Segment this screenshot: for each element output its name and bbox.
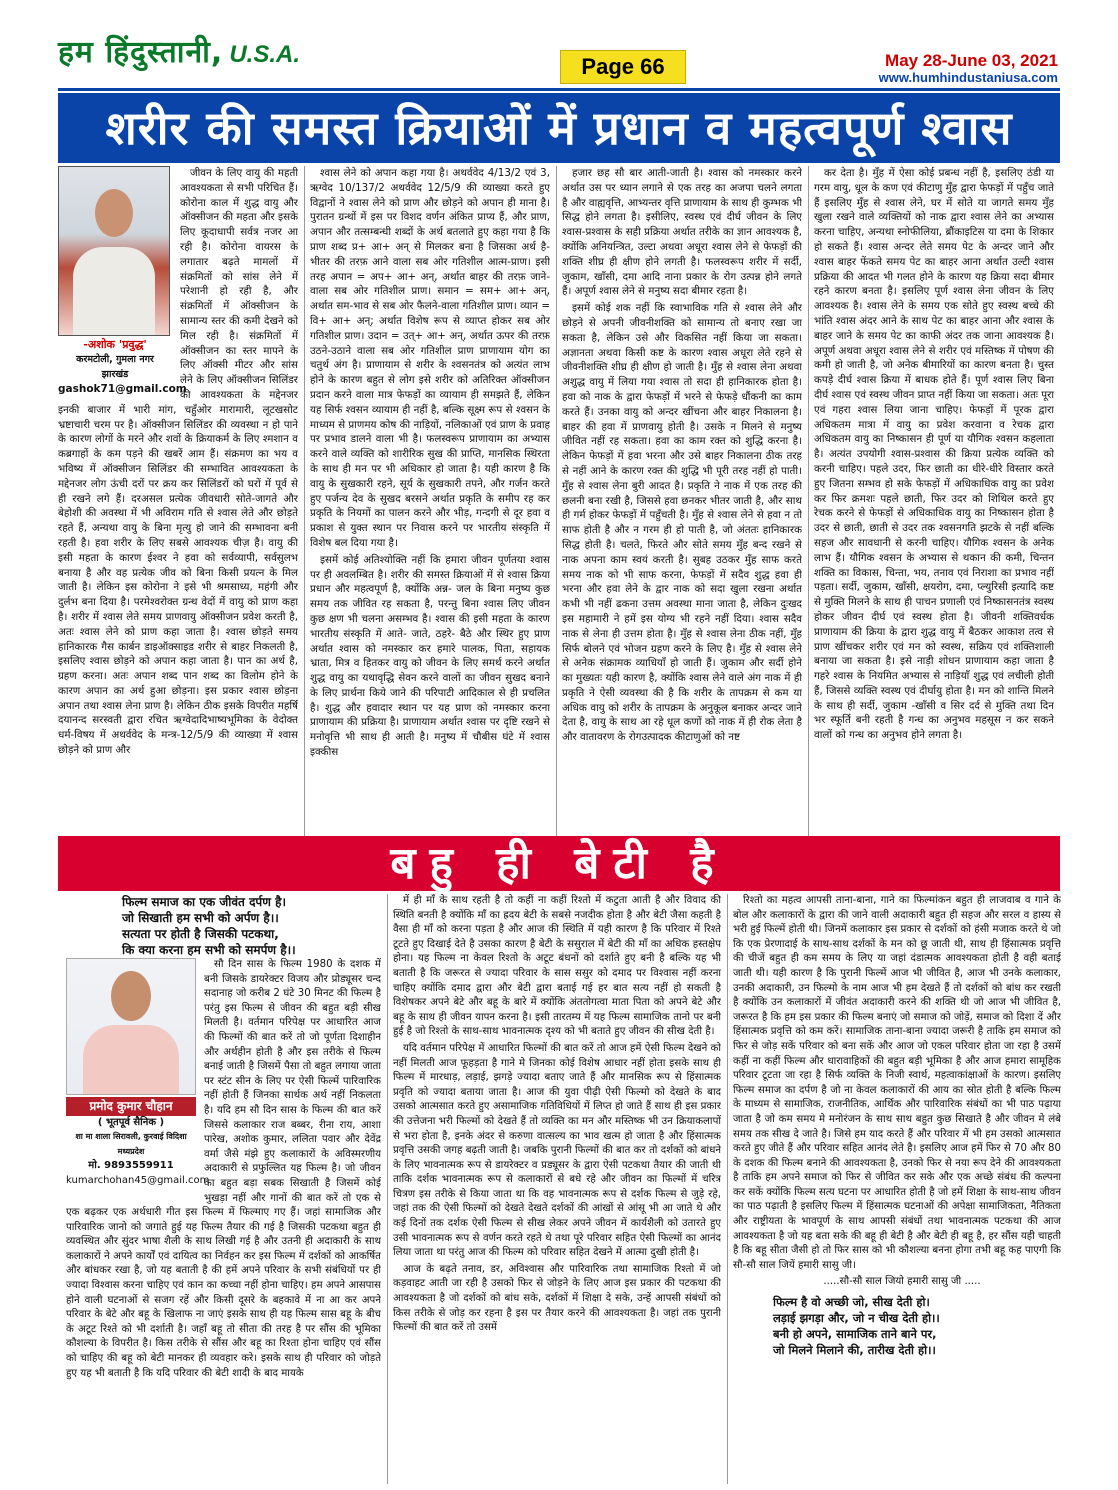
author-photo-body	[73, 247, 155, 335]
author-photo-face	[111, 971, 151, 1021]
article-2-column-1	[66, 894, 381, 1484]
header-rule	[58, 88, 1060, 91]
author-photo	[58, 166, 170, 336]
paragraph: इसमें कोई शक नहीं कि स्वाभाविक गति से श्वास लेने और छोड़ने से अपनी जीवनीशक्ति को सामान्य तो बनाए रखा जा सकता है, लेकिन उसे और विकसित नहीं किया जा सकता। अज्ञानता अथवा किसी कष्ट के कारण श्वास अधूरा लेते रहने से जीवनीशक्ति शीघ्र ही क्षीण हो जाती है। मुँह से श्वास लेना अथवा अशुद्ध वायु में लिया गया श्वास तो सदा ही हानिकारक होता है। हवा को नाक के द्वारा फेफड़ों में भरने से फेफड़े धौंकनी का काम करते हैं। उनका वायु को अन्दर खींचना और बाहर निकालना है। बाहर की हवा में प्राणवायु होती है। उसके न मिलने से मनुष्य जीवित नहीं रह सकता। हवा का काम रक्त को शुद्धि करना है। लेकिन फेफड़ों में हवा भरना और उसे बाहर निकालना ठीक तरह से नहीं आने के कारण रक्त की शुद्धि भी पूरी तरह नहीं हो पाती। मुँह से श्वास लेना बुरी आदत है। प्रकृति ने नाक में एक तरह की छलनी बना रखी है, जिससे हवा छनकर भीतर जाती है, और साथ ही गर्म होकर फेफड़ों में पहुँचती है। मुँह से श्वास लेने से हवा न तो साफ होती है और न गरम ही हो पाती है, जो अंततः हानिकारक सिद्ध होती है। चलते, फिरते और सोते समय मुँह बन्द रखने से नाक अपना काम स्वयं करती है। सुबह उठकर मुँह साफ करते समय नाक को भी साफ करना, फेफड़ों में सदैव शुद्ध हवा ही भरना और हवा लेने के द्वार नाक को सदा खुला रखना अर्थात कभी भी नहीं ढकना उत्तम अवस्था माना जाता है, लेकिन दुःखद इस महामारी ने हमें इस योग्य भी रहने नहीं दिया। श्वास सदैव नाक से लेना ही उत्तम होता है। मुँह से श्वास लेना ठीक नहीं, मुँह सिर्फ बोलने एवं भोजन ग्रहण करने के लिए है। मुँह से श्वास लेने से अनेक संक्रामक व्याधियाँ हो जाती हैं। जुकाम और सर्दी होने का मुख्यतः यही कारण है, क्योंकि श्वास लेने वाले अंग नाक में ही प्रकृति ने ऐसी व्यवस्था की है कि शरीर के तापक्रम से कम या अधिक वायु को शरीर के तापक्रम के अनुकूल बनाकर अन्दर जाने देता है, वायु के साथ आ रहे धूल कणों को नाक में ही रोक लेता है और वातावरण के रोगउत्पादक कीटाणुओं को नष्ट	[562, 302, 802, 744]
paragraph: आज के बढ़ते तनाव, डर, अविश्वास और पारिवारिक तथा सामाजिक रिश्तो में जो कड़वाहट आती जा रही है उसको फिर से जोड़ने के लिए आज इस प्रकार की पटकथा की आवश्यकता है जो दर्शकों को बांध सके, दर्शकों में शिक्षा दे सके, उन्हें आपसी संबंधों को किस तरीके से जोड़ कर रहना है इस पर तैयार करने की आवश्यकता है। जहां तक पुरानी फिल्मों की बात करें तो उसमें	[393, 1263, 721, 1334]
column-divider	[387, 894, 388, 1484]
page-number: Page 66	[560, 50, 686, 84]
brand-logo[interactable]	[58, 30, 300, 68]
article-column-4	[814, 166, 1054, 856]
poem-line: कि क्या करना हम सभी को समर्पण है।।	[122, 943, 296, 957]
paragraph: रिश्तो का महत्व आपसी ताना-बाना, गाने का फिल्मांकन बहुत ही लाजवाब व गाने के बोल और कलाकारों के द्वारा की जाने वाली अदाकारी बहुत ही सहज और सरल व हास्य से भरी हुई फिल्में होती थी। जिनमें कलाकार इस प्रकार से दर्शकों को हंसी मजाक करते थे जो कि एक प्रेरणादाई के साथ-साथ दर्शकों के मन को छू जाती थी, साथ ही हिंसात्मक प्रवृत्ति की चीजें बहुत ही कम समय के लिए या जहां दंडात्मक आवश्यकता होती है वही बताई जाती थी। यही कारण है कि पुरानी फिल्में आज भी जीवित है, आज भी उनके कलाकार, उनकी अदाकारी, उन फिल्मो के नाम आज भी हम देखते हैं तो दर्शकों को बांध कर रखती है क्योंकि उन कलाकारों में जीवंत अदाकारी करने की शक्ति थी जो आज भी जीवित है, जरूरत है कि हम इस प्रकार की फिल्म बनाएं जो समाज को जोड़ें, समाज को दिशा दें और हिंसात्मक प्रवृत्ति को कम करें। सामाजिक ताना-बाना ज्यादा जरूरी है ताकि हम समाज को फिर से जोड़ सकें परिवार को बना सकें और आज जो एकल परिवार होता जा रहा है उसमें कहीं ना कहीं फिल्म और धारावाहिकों की बहुत बड़ी भूमिका है और आज हमारा सामूहिक परिवार टूटता जा रहा है सिर्फ व्यक्ति के निजी स्वार्थ, महत्वाकांक्षाओं के कारण। इसलिए फिल्म समाज का दर्पण है जो ना केवल कलाकारों की आय का स्रोत होती है बल्कि फिल्म के माध्यम से सामाजिक, राजनीतिक, आर्थिक और पारिवारिक संबंधों का भी पाठ पढ़ाया जाता है जो कम समय मे मनोरंजन के साथ साथ बहुत कुछ सिखाते है और जीवन मे लंबे समय तक सीख दे जाते है। जिसे हम याद करते हैं और परिवार में भी हम उसको आत्मसात करते हुए जीते हैं और परिवार सहित आनंद लेते है। इसलिए आज हमें फिर से 70 और 80 के दशक की फिल्म बनाने की आवश्यकता है, उनको फिर से नया रूप देने की आवश्यकता है ताकि हम अपने समाज को फिर से जीवित कर सके और एक अच्छे संबंध की कल्पना कर सकें क्योंकि फिल्म सत्य घटना पर आधारित होती है जो हमें शिक्षा के साथ-साथ जीवन का पाठ पढ़ाती है इसलिए फिल्म में हिंसात्मक घटनाओं की अपेक्षा सामाजिकता, नैतिकता और राष्ट्रीयता के भावपूर्ण के साथ आपसी संबंधों तथा भावनात्मक पटकथा की आज आवश्यकता है जो यह बता सके की बहू ही बेटी है और बेटी ही बहू है, हर सौंस यही चाहती है कि बहू सीता जैसी हो तो फिर सास को भी कौशल्या बनना होगा तभी बहू कह पाएगी कि सौ-सौ साल जियें हमारी सासु जी।	[733, 895, 1061, 1271]
issue-date: May 28-June 03, 2021	[885, 51, 1058, 70]
author-name-2: प्रमोद कुमार चौहान	[66, 1097, 196, 1116]
author-state: झारखंड	[101, 368, 129, 380]
paragraph: जीवन के लिए वायु की महती आवश्यकता से सभी परिचित हैं। कोरोना काल में शुद्ध वायु और ऑक्सीजन की महता और इसके लिए कूदाधापी सर्वत्र नजर आ रही है। कोरोना वायरस के लगातार बढ़ते मामलों में संक्रमितों को सांस लेने में परेशानी हो रही है, और संक्रमितों में ऑक्सीजन के सामान्य स्तर की कमी देखने को मिल रही है। संक्रमितों में ऑक्सीजन का स्तर मापने के लिए ऑक्सी मीटर और सांस लेने के लिए ऑक्सीजन सिलिंडर की आवश्यकता के मद्देनजर इनकी बाजार में भारी मांग, चहुँओर मारामारी, लूटखसोट भ्रष्टाचारी चरम पर है। ऑक्सीजन सिलिंडर की व्यवस्था न हो पाने के कारण लोगों के मरने और शवों के क्रियाकर्म के लिए श्मशान व कब्रगाहों के कम पड़ने की खबरें आम हैं। संक्रमण का भय व भविष्य में ऑक्सीजन सिलिंडर की सम्भावित आवश्यकता के मद्देनजर लोग ऊंची दरों पर क्रय कर सिलिंडरों को घरों में पूर्व से ही रखने लगे हैं। दरअसल प्रत्येक जीवधारी सोते-जागते और बेहोशी की अवस्था में भी अविराम गति से श्वास लेते और छोड़ते रहते हैं, अन्यथा वायु के बिना मृत्यु हो जाने की सम्भावना बनी रहती है। हवा शरीर के लिए सबसे आवश्यक चीज़ है। वायु की इसी महता के कारण ईश्वर ने हवा को सर्वव्यापी, सर्वसुलभ बनाया है और वह प्रत्येक जीव को बिना किसी प्रयत्न के मिल जाती है। लेकिन इस कोरोना ने इसे भी श्रमसाध्य, महंगी और दुर्लभ बना दिया है। परमेश्वरोक्त ग्रन्थ वेदों में वायु को प्राण कहा है। शरीर में श्वास लेते समय प्राणवायु ऑक्सीजन प्रवेश करती है, अतः श्वास लेने को प्राण कहा जाता है। श्वास छोड़ते समय हानिकारक गैस कार्बन डाइऑक्साइड शरीर से बाहर निकलती है, इसलिए श्वास छोड़ने को अपान कहा जाता है। पान का अर्थ है, ग्रहण करना। अतः अपान शब्द पान शब्द का विलोम होने के कारण अपान का अर्थ हुआ छोड़ना। इस प्रकार श्वास छोड़ना अपान तथा श्वास लेना प्राण है। लेकिन ठीक इसके विपरीत महर्षि दयानन्द सरस्वती द्वारा रचित ऋग्वेदादिभाष्यभूमिका के वेदोक्त धर्म-विषय में अथर्ववेद के मन्त्र-12/5/9 की व्याख्या में श्वास छोड़ने को प्राण और	[58, 167, 298, 757]
poem-line: फिल्म समाज का एक जीवंत दर्पण है।	[122, 895, 287, 909]
column-divider	[727, 894, 728, 1484]
article-column-1	[58, 166, 298, 856]
author-mobile: मो. 9893559911	[88, 1160, 174, 1172]
article-2-column-3	[733, 894, 1061, 1484]
article-column-3	[562, 166, 802, 856]
section-headline-banner: बहु ही बेटी है	[58, 836, 1060, 891]
poem-line: फिल्म है वो अच्छी जो, सीख देती हो।	[773, 1295, 930, 1310]
paragraph: यदि वर्तमान परिपेक्ष में आधारित फिल्मों की बात करें तो आज हमें ऐसी फिल्म देखने को नहीं मिलती आज फूहड़ता है गाने मे जिनका कोई विशेष आधार नहीं होता इसके साथ ही फिल्म में मारधाड़, लड़ाई, झगड़े ज्यादा बताए जाते हैं और मानसिक रूप से हिंसात्मक प्रवृति को ज्यादा बताया जाता है। आज की युवा पीढ़ी ऐसी फिल्मो को देखते के बाद उसको आत्मसात करते हुए असामाजिक गतिविधियों में लिप्त हो जाते हैं साथ ही इस प्रकार की उत्तेजना भरी फिल्मों को देखते हैं तो व्यक्ति का मन और मस्तिष्क भी उन क्रियाकलापों से भरा होता है, इनके अंदर से करुणा वात्सल्य का भाव खत्म हो जाता है और हिंसात्मक प्रवृत्ति उसकी जगह बढ़ती जाती है। जबकि पुरानी फिल्मों की बात कर तो दर्शकों को बांधने के लिए भावनात्मक रूप से डायरेक्टर व प्रड्यूसर के द्वारा ऐसी पटकथा तैयार की जाती थी ताकि दर्शक भावनात्मक रूप से कलाकारों से बधे रहे और जीवन का फिल्मों में चरित्र चित्रण इस तरीके से किया जाता था कि वह भावनात्मक रूप से दर्शक फिल्म से जुड़े रहे, जहां तक की ऐसी फिल्मों को देखते देखते दर्शकों की आंखों से आंसू भी आ जाते थे और कई दिनों तक दर्शक ऐसी फिल्म से सीख लेकर अपने जीवन में कार्यशैली को उतारते हुए उसी भावनात्मक रूप से वर्णन करते रहते थे तथा पूरे परिवार सहित ऐसी फिल्मों का आनंद लिया जाता था परंतु आज की फिल्म को परिवार सहित देखने में आत्मा दुखी होती है।	[393, 1042, 721, 1259]
column-divider	[556, 166, 557, 856]
author-photo-body	[83, 1025, 179, 1094]
author-name: -अशोक 'प्रवुद्ध'	[83, 338, 147, 351]
poem-line: सत्यता पर होती है जिसकी पटकथा,	[122, 927, 279, 941]
brand-suffix: U.S.A.	[229, 41, 300, 68]
article-body	[58, 166, 1062, 856]
column-divider	[808, 166, 809, 856]
article-2-body	[58, 894, 1062, 1484]
article-headline: शरीर की समस्त क्रियाओं में प्रधान व महत्वपूर्ण श्वास	[58, 93, 1060, 163]
paragraph: कर देता है। मुँह में ऐसा कोई प्रबन्ध नहीं है, इसलिए ठंडी या गरम वायु, धूल के कण एवं कीटाणु मुँह द्वारा फेफड़ों में पहुँच जाते हैं इसलिए मुँह से श्वास लेने, घर में सोते या जागते समय मुँह खुला रखने वाले व्यक्तियों को नाक द्वारा श्वास लेने का अभ्यास करना चाहिए, अन्यथा स्नोफीलिया, ब्रौंकाइटिस या दमा के शिकार हो सकते हैं। श्वास अन्दर लेते समय पेट के अन्दर जाने और श्वास बाहर फेंकते समय पेट का बाहर आना अर्थात उल्टी श्वास प्रक्रिया की आदत भी गलत होने के कारण यह क्रिया सदा बीमार रहने कारण बनता है। इसलिए पूर्ण श्वास लेना जीवन के लिए आवश्यक है। श्वास लेने के समय एक सोते हुए स्वस्थ बच्चे की भांति श्वास अंदर आने के साथ पेट का बाहर आना और श्वास के बाहर जाने के समय पेट का काफी अंदर तक जाना आवश्यक है। अपूर्ण अथवा अधूरा श्वास लेने से शरीर एवं मस्तिष्क में पोषण की कमी हो जाती है, जो अनेक बीमारियों का कारण बनता है। चुस्त कपड़े दीर्घ श्वास क्रिया में बाधक होते हैं। पूर्ण श्वास लिए बिना दीर्घ श्वास एवं स्वस्थ जीवन प्राप्त नहीं किया जा सकता। अतः पूरा एवं गहरा श्वास लिया जाना चाहिए। फेफड़ों में पूरक द्वारा अधिकतम मात्रा में वायु का प्रवेश करवाना व रेचक द्वारा अधिकतम वायु का निष्कासन ही पूर्ण या यौगिक श्वसन कहलाता है। अत्यंत उपयोगी श्वास-प्रश्वास की क्रिया प्रत्येक व्यक्ति को करनी चाहिए। पहले उदर, फिर छाती का धीरे-धीरे विस्तार करते हुए जितना सम्भव हो सके फेफड़ों में अधिकाधिक वायु का प्रवेश कर फिर क्रमशः पहले छाती, फिर उदर को शिथिल करते हुए रेचक करने से फेफड़ों से अधिकाधिक वायु का निष्कासन होता है उदर से छाती, छाती से उदर तक श्वसनगति झटके से नहीं बल्कि सहज और सावधानी से करनी चाहिए। यौगिक श्वसन के अनेक लाभ हैं। यौगिक श्वसन के अभ्यास से थकान की कमी, चिन्तन शक्ति का विकास, चिन्ता, भय, तनाव एवं निराशा का प्रभाव नहीं पड़ता। सर्दी, जुकाम, खाँसी, क्षयरोग, दमा, प्ल्युरिसी इत्यादि कष्ट से मुक्ति मिलने के साथ ही पाचन प्रणाली एवं निष्कासनतंत्र स्वस्थ होकर जीवन दीर्घ एवं स्वस्थ होता है। जीवनी शक्तिवर्धक प्राणायाम की क्रिया के द्वारा शुद्ध वायु में बैठकर आकाश तत्व से प्राण खींचकर शरीर एवं मन को स्वस्थ, सक्रिय एवं शक्तिशाली बनाया जा सकता है। इसे नाड़ी शोधन प्राणायाम कहा जाता है गहरे श्वास के नियमित अभ्यास से नाड़ियाँ शुद्ध एवं लचीली होती हैं, जिससे व्यक्ति स्वस्थ एवं दीर्घायु होता है। मन को शान्ति मिलने के साथ ही सर्दी, जुकाम -खाँसी व सिर दर्द से मुक्ति तथा दिन भर स्फूर्ति बनी रहती है गन्ध का अनुभव महसूस न कर सकने वालों को गन्ध का अनुभव होने लगता है।	[814, 167, 1054, 742]
paragraph: में ही माँ के साथ रहती है तो कहीं ना कहीं रिश्तो में कटुता आती है और विवाद की स्थिति बनती है क्योंकि माँ का ह्रदय बेटी के सबसे नजदीक होता है और बेटी जैसा कहती है वैसा ही माँ को करना पड़ता है और आज की स्थिति में यही कारण है कि परिवार में रिश्ते टूटते हुए दिखाई देते है उसका कारण है बेटी के ससुराल में बेटी की माँ का अधिक हस्तक्षेप होना। यह फिल्म ना केवल रिश्तो के अटूट बंधनों को दर्शाते हुए बनी है बल्कि यह भी बताती है कि जरूरत से ज्यादा परिवार के सास ससुर को दमाद पर विश्वास नहीं करना चाहिए क्योंकि दमाद द्वारा और बेटी द्वारा बताई गई हर बात सत्य नहीं हो सकती है विशेषकर अपने बेटे और बहू के बारे में क्योंकि अंततोगत्वा माता पिता को अपने बेटे और बहू के साथ ही जीवन यापन करना है। इसी तारतम्य में यह फिल्म सामाजिक तानो पर बनी हुई है जो रिश्तो के साथ-साथ भावनात्मक दृश्य को भी बताते हुए जीवन की सीख देती है।	[393, 895, 721, 1038]
poem-line: जो मिलने मिलाने की, तारीख देती हो।।	[773, 1343, 936, 1358]
brand-name: हम हिंदुस्तानी,	[58, 35, 224, 70]
intro-poem	[122, 894, 381, 958]
author-box-2	[66, 958, 210, 1189]
paragraph: सौ दिन सास के फिल्म 1980 के दशक में बनी जिसके डायरेक्टर विजय और प्रोड्यूसर चन्द सदानाह जो करीब 2 घंटे 30 मिनट की फिल्म है परंतु इस फिल्म से जीवन की बहुत बड़ी सीख मिलती है। वर्तमान परिपेक्ष पर आधारित आज की फिल्मों की बात करें तो जो पूर्णता दिशाहीन और अर्थहीन होती है और इस तरीके से फिल्म बनाई जाती है जिसमें पैसा तो बहुत लगाया जाता पर स्टंट सीन के लिए पर ऐसी फिल्में पारिवारिक नहीं होती हैं जिनका सार्थक अर्थ नहीं निकलता है। यदि हम सौ दिन सास के फिल्म की बात करें जिससे कलाकार राज बब्बर, रीना राय, आशा पारेख, अशोक कुमार, ललिता पवार और देवेंद्र वर्मा जैसे मंझे हुए कलाकारों के अविस्मरणीय अदाकारी से प्रफुल्लित यह फिल्म है। जो जीवन का बहुत बड़ा सबक सिखाती है जिसमें कोई भुखड़ा नहीं और गानों की बात करें तो एक से एक बढ़कर एक अर्थधारी गीत इस फिल्म में फिल्माए गए हैं। जहां सामाजिक और पारिवारिक जानो को जगाते हुई यह फिल्म तैयार की गई है जिसकी पटकथा बहुत ही व्यवस्थित और सुंदर भाषा शैली के साथ लिखी गई है और उतनी ही अदाकारी के साथ कलाकारों ने अपने कार्यों एवं दायित्व का निर्वहन कर इस फिल्म में दर्शकों को आकर्षित और बांधकर रखा है, जो यह बताती है की हमें अपने परिवार के सभी संबंधियों पर ही ज्यादा विश्वास करना चाहिए एवं कान का कच्चा नहीं होना चाहिए। हम अपने आसपास होने वाली घटनाओं से सजग रहें और किसी दूसरे के बहकावे में ना आ कर अपने परिवार के बेटे और बहू के खिलाफ ना जाएं इसके साथ ही यह फिल्म सास बहू के बीच के अटूट रिश्ते को भी दर्शाती है। जहाँ बहू तो सीता की तरह है पर सौंस की भूमिका कौशल्या के विपरीत है। किस तरीके से सौंस और बहू का रिश्ता होना चाहिए एवं सौंस को चाहिए की बहू को बेटी मानकर ही व्यवहार करे। इसके साथ ही परिवार को जोड़ते हुए यह भी बताती है कि यदि परिवार की बेटी शादी के बाद मायके	[66, 959, 381, 1379]
paragraph: इसमें कोई अतिश्योक्ति नहीं कि हमारा जीवन पूर्णतया श्वास पर ही अवलम्बित है। शरीर की समस्त क्रियाओं में से श्वास क्रिया प्रधान और महत्वपूर्ण है, क्योंकि अन्न- जल के बिना मनुष्य कुछ समय तक जीवित रह सकता है, परन्तु बिना श्वास लिए जीवन कुछ क्षण भी चलना असम्भव है। श्वास की इसी महता के कारण भारतीय संस्कृति में आते- जाते, ठहरे- बैठे और स्थिर हुए प्राण अर्थात श्वास को नमस्कार कर हमारे पालक, पिता, सहायक भ्राता, मित्र व हितकर वायु को जीवन के लिए समर्थ करने अर्थात शुद्ध वायु का यथावृद्धि सेवन करने वालों का जीवन सुखद बनाने के लिए प्रार्थना किये जाने की परिपाटी आदिकाल से ही प्रचलित है। शुद्ध और हवादार स्थान पर यह प्राण को नमस्कार करना प्राणायाम की प्रक्रिया है। प्राणायाम अर्थात श्वास पर दृष्टि रखने से मनोवृत्ति भी साथ ही आती है। मनुष्य में चौबीस घंटे में श्वास इक्कीस	[310, 553, 550, 759]
paragraph: हजार छह सौ बार आती-जाती है। श्वास को नमस्कार करने अर्थात उस पर ध्यान लगाने से एक तरह का अजपा चलने लगता है और वाह्यवृत्ति, आभ्यन्तर वृत्ति प्राणायाम के साथ ही कुम्भक भी सिद्ध होने लगता है। इसीलिए, स्वस्थ एवं दीर्घ जीवन के लिए श्वास-प्रश्वास के सही प्रक्रिया अर्थात तरीके का ज्ञान आवश्यक है, क्योंकि अनियन्त्रित, उल्टा अथवा अधूरा श्वास लेने से फेफड़ों की शक्ति शीघ्र ही क्षीण होने लगती है। फलस्वरूप शरीर में सर्दी, जुकाम, खाँसी, दमा आदि नाना प्रकार के रोग उत्पन्न होने लगते हैं। अपूर्ण श्वास लेने से मनुष्य सदा बीमार रहता है।	[562, 167, 802, 298]
author-email-2[interactable]: kumarchohan45@gmail.com	[66, 1174, 210, 1186]
author-email[interactable]: gashok71@gmail.com	[58, 383, 187, 396]
author-location: करमटोली, गुमला नगर	[76, 353, 154, 365]
closing-line: .....सौ-सौ साल जियो हमारी सासु जी .....	[823, 1276, 981, 1288]
column-divider	[304, 166, 305, 856]
author-rank: ( भूतपूर्व सैनिक )	[97, 1116, 165, 1128]
author-photo-2	[66, 958, 196, 1095]
article-2-column-2	[393, 894, 721, 1484]
closing-poem	[773, 1294, 1061, 1358]
article-column-2	[310, 166, 550, 856]
poem-line: लड़ाई झगड़ा और, जो न चीख देती हो।।	[773, 1311, 940, 1326]
author-photo-face	[95, 189, 133, 237]
masthead	[0, 0, 1118, 85]
poem-line: जो सिखाती हम सभी को अर्पण है।।	[122, 911, 279, 925]
website-link[interactable]: www.humhindustaniusa.com	[878, 70, 1058, 85]
author-box	[58, 166, 187, 397]
author-address: शा मा शाला सिरावली, कुरवाई विदिशा मध्यप्रदेश	[75, 1132, 187, 1156]
poem-line: बनी हो अपने, सामाजिक ताने बाने पर,	[773, 1327, 937, 1342]
paragraph: श्वास लेने को अपान कहा गया है। अथर्ववेद 4/13/2 एवं 3, ऋग्वेद 10/137/2 अथर्ववेद 12/5/9 की व्याख्या करते हुए विद्वानों ने श्वास लेने को प्राण और छोड़ने को अपान ही माना है। पुरातन ग्रन्थों में इस पर विशद वर्णन अंकित प्राप्य हैं, और प्राण, अपान और तत्सम्बन्धी शब्दों के अर्थ बतलाते हुए कहा गया है कि प्राण शब्द प्र+ आ+ अन् से मिलकर बना है जिसका अर्थ है- भीतर की तरफ़ आने वाला सब ओर गतिशील आत्म-प्राण। इसी तरह अपान = अप+ आ+ अन्, अर्थात बाहर की तरफ़ जाने-वाला सब ओर गतिशील प्राण। समान = सम+ आ+ अन्, अर्थात सम-भाव से सब ओर फैलने-वाला गतिशील प्राण। व्यान = वि+ आ+ अन्; अर्थात विशेष रूप से व्याप्त होकर सब ओर गतिशील प्राण। उदान = उत्+ आ+ अन्, अर्थात ऊपर की तरफ़ उठने-उठाने वाला सब ओर गतिशील प्राण प्राणायाम योग का चतुर्थ अंग है। प्राणायाम से शरीर के श्वसनतंत्र को अत्यंत लाभ होने के कारण बहुत से लोग इसे शरीर को अतिरिक्त ऑक्सीजन प्रदान करने वाला मात्र फेफड़ों का व्यायाम ही समझते हैं, लेकिन यह सिर्फ श्वसन व्यायाम ही नहीं है, बल्कि सूक्ष्म रूप से श्वसन के माध्यम से प्राणमय कोष की नाड़ियों, नलिकाओं एवं प्राण के प्रवाह पर प्रभाव डालने वाला भी है। फलस्वरूप प्राणायाम का अभ्यास करने वाले व्यक्ति को शारीरिक सुख की प्राप्ति, मानसिक स्थिरता के साथ ही मन पर भी अधिकार हो जाता है। यही कारण है कि वायु के सुखकारी रहने, सूर्य के सुखकारी तपने, और गर्जन करते हुए पर्जन्य देव के सुखद बरसने अर्थात प्रकृति के समीप रह कर प्रकृति के नियमों का पालन करने और भीड़, गन्दगी से दूर हवा व प्रकाश से युक्त स्थान पर निवास करने पर भारतीय संस्कृति में विशेष बल दिया गया है।	[310, 167, 550, 549]
